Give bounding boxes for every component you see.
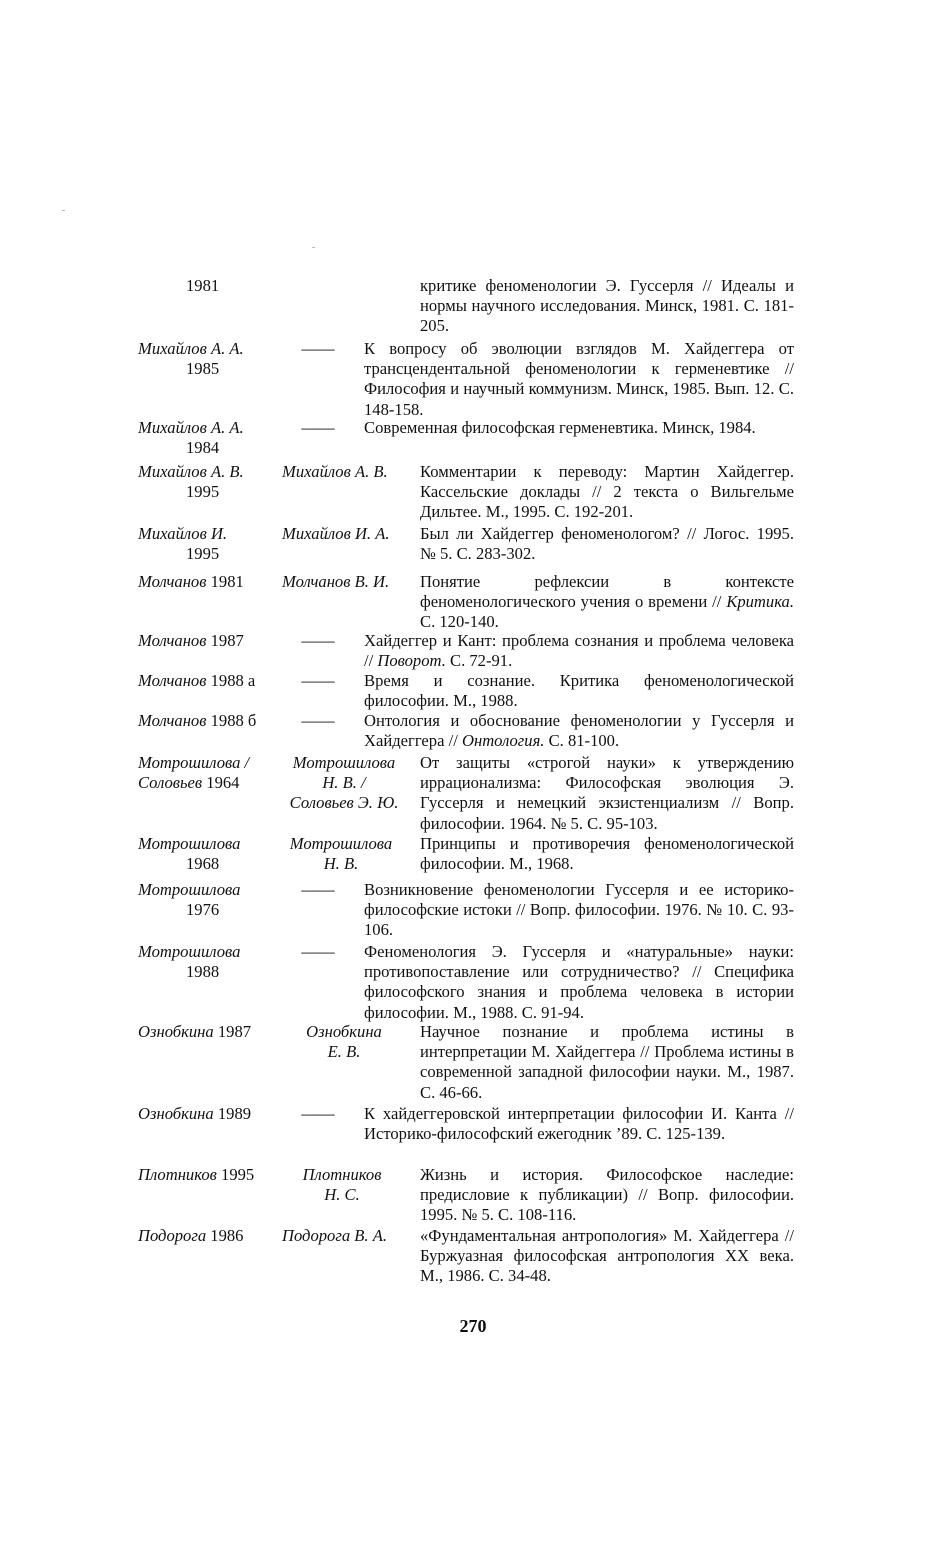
key-year: 1964 — [206, 773, 240, 793]
entry-author: —— — [301, 671, 335, 690]
key-name: Мотрошилова — [138, 834, 241, 853]
entry-author: —— — [301, 711, 335, 730]
key-year: 1995 — [186, 544, 220, 564]
entry-author: —— — [301, 631, 335, 650]
key-name: Молчанов — [138, 572, 207, 591]
key-year: 1976 — [186, 900, 220, 920]
key-name: Соловьев — [138, 773, 203, 793]
entry-key — [138, 339, 278, 379]
key-year: 1988 а — [210, 671, 256, 690]
scan-speck — [312, 247, 315, 248]
entry-text: Комментарии к переводу: Мартин Хайдеггер. Кассельские доклады // 2 текста о Вильгельме Дильтее. М., 1995. С. 192-201. — [420, 462, 794, 522]
entry-key — [138, 572, 278, 592]
entry-author: Плотников Н. С. — [302, 1165, 382, 1205]
key-name: Михайлов А. А. — [138, 339, 244, 358]
entry-key — [138, 834, 278, 874]
key-year: 1989 — [217, 1104, 252, 1123]
key-year: 1987 — [210, 631, 244, 650]
entry-key — [138, 711, 278, 731]
entry-author: Молчанов В. И. — [282, 572, 390, 591]
entry-text: критике феноменологии Э. Гуссерля // Идеалы и нормы научного исследования. Минск, 1981. С. 181-205. — [420, 276, 794, 336]
entry-author: —— — [301, 880, 335, 899]
entry-text: К вопросу об эволюции взглядов М. Хайдеггера от трансцендентальной феноменологии к герменевтике // Философия и научный коммунизм. Минск, 1985. Вып. 12. С. 148-158. — [364, 339, 794, 419]
key-name: Мотрошилова / — [138, 753, 250, 772]
entry-key — [138, 753, 278, 793]
entry-author: —— — [301, 942, 335, 961]
entry-key — [138, 1165, 278, 1185]
key-name: Плотников — [138, 1165, 217, 1184]
entry-text: Современная философская герменевтика. Минск, 1984. — [364, 418, 756, 437]
entry-text: Научное познание и проблема истины в интерпретации М. Хайдеггера // Проблема истины в современной западной философии науки. М., 1987. С. 46-66. — [420, 1022, 794, 1102]
entry-text: Жизнь и история. Философское наследие: предисловие к публикации) // Вопр. философии. 1995. № 5. С. 108-116. — [420, 1165, 794, 1225]
entry-key — [138, 462, 278, 502]
entry-author: Михайлов А. В. — [282, 462, 388, 481]
entry-text: Был ли Хайдеггер феноменологом? // Логос. 1995. № 5. С. 283-302. — [420, 524, 794, 564]
key-name: Молчанов — [138, 671, 207, 690]
page-number: 270 — [459, 1316, 487, 1336]
entry-key — [138, 418, 278, 458]
entry-author: Ознобкина Е. В. — [306, 1022, 382, 1062]
entry-text: От защиты «строгой науки» к утверждению иррационализма: Философская эволюция Э. Гуссерля и немецкий экзистенциализм // Вопр. философии. 1964. № 5. С. 95-103. — [420, 753, 794, 833]
entry-author: —— — [301, 339, 335, 358]
entry-text: Понятие рефлексии в контексте феноменологического учения о времени // Критика. С. 120-140. — [420, 572, 794, 632]
key-name: Мотрошилова — [138, 942, 241, 961]
key-year: 1987 — [217, 1022, 252, 1041]
entry-author: Михайлов И. А. — [282, 524, 390, 543]
entry-author: —— — [301, 1104, 335, 1123]
entry-key — [138, 1022, 278, 1042]
scan-speck — [62, 210, 65, 211]
entry-author: Подорога В. А. — [282, 1226, 387, 1245]
entry-text: «Фундаментальная антропология» М. Хайдеггера // Буржуазная философская антропология XX века. М., 1986. С. 34-48. — [420, 1226, 794, 1286]
key-name: Молчанов — [138, 631, 207, 650]
key-year: 1988 б — [210, 711, 257, 730]
entry-key — [138, 631, 278, 651]
entry-author: Мотрошилова Н. В. — [289, 834, 393, 874]
key-name: Михайлов И. — [138, 524, 228, 543]
entry-key — [138, 671, 278, 691]
key-year: 1981 — [210, 572, 244, 591]
entry-key — [138, 880, 278, 920]
entry-key — [138, 524, 278, 564]
entry-author: —— — [301, 418, 335, 437]
key-name: Мотрошилова — [138, 880, 241, 899]
key-year: 1986 — [210, 1226, 244, 1245]
key-year: 1988 — [186, 962, 220, 982]
entry-text: Время и сознание. Критика феноменологической философии. М., 1988. — [364, 671, 794, 711]
entry-text: Феноменология Э. Гуссерля и «натуральные» науки: противопоставление или сотрудничество? // Специфика философского знания и проблема человека в истории философии. М., 1988. С. 91-94. — [364, 942, 794, 1022]
key-name: Подорога — [138, 1226, 207, 1245]
entry-text: Хайдеггер и Кант: проблема сознания и проблема человека // Поворот. С. 72-91. — [364, 631, 794, 671]
key-name: Михайлов А. А. — [138, 418, 244, 437]
key-name: Молчанов — [138, 711, 207, 730]
entry-text: Принципы и противоречия феноменологической философии. М., 1968. — [420, 834, 794, 874]
key-year: 1995 — [186, 482, 220, 502]
key-name: Михайлов А. В. — [138, 462, 244, 481]
entry-key — [138, 1104, 278, 1124]
entry-key: 1981 — [186, 276, 220, 295]
key-year: 1968 — [186, 854, 220, 874]
entry-text: Онтология и обоснование феноменологии у Гуссерля и Хайдеггера // Онтология. С. 81-100. — [364, 711, 794, 751]
entry-text: Возникновение феноменологии Гуссерля и ее историко-философские истоки // Вопр. философии. 1976. № 10. С. 93-106. — [364, 880, 794, 940]
entry-author: Мотрошилова Н. В. / Соловьев Э. Ю. — [289, 753, 399, 813]
key-year: 1984 — [186, 438, 220, 458]
key-name: Ознобкина — [138, 1104, 214, 1123]
key-year: 1985 — [186, 359, 220, 379]
entry-key — [138, 1226, 278, 1246]
entry-text: К хайдеггеровской интерпретации философии И. Канта // Историко-философский ежегодник ’89. С. 125-139. — [364, 1104, 794, 1144]
entry-key — [138, 942, 278, 982]
key-name: Ознобкина — [138, 1022, 214, 1041]
key-year: 1995 — [221, 1165, 255, 1184]
